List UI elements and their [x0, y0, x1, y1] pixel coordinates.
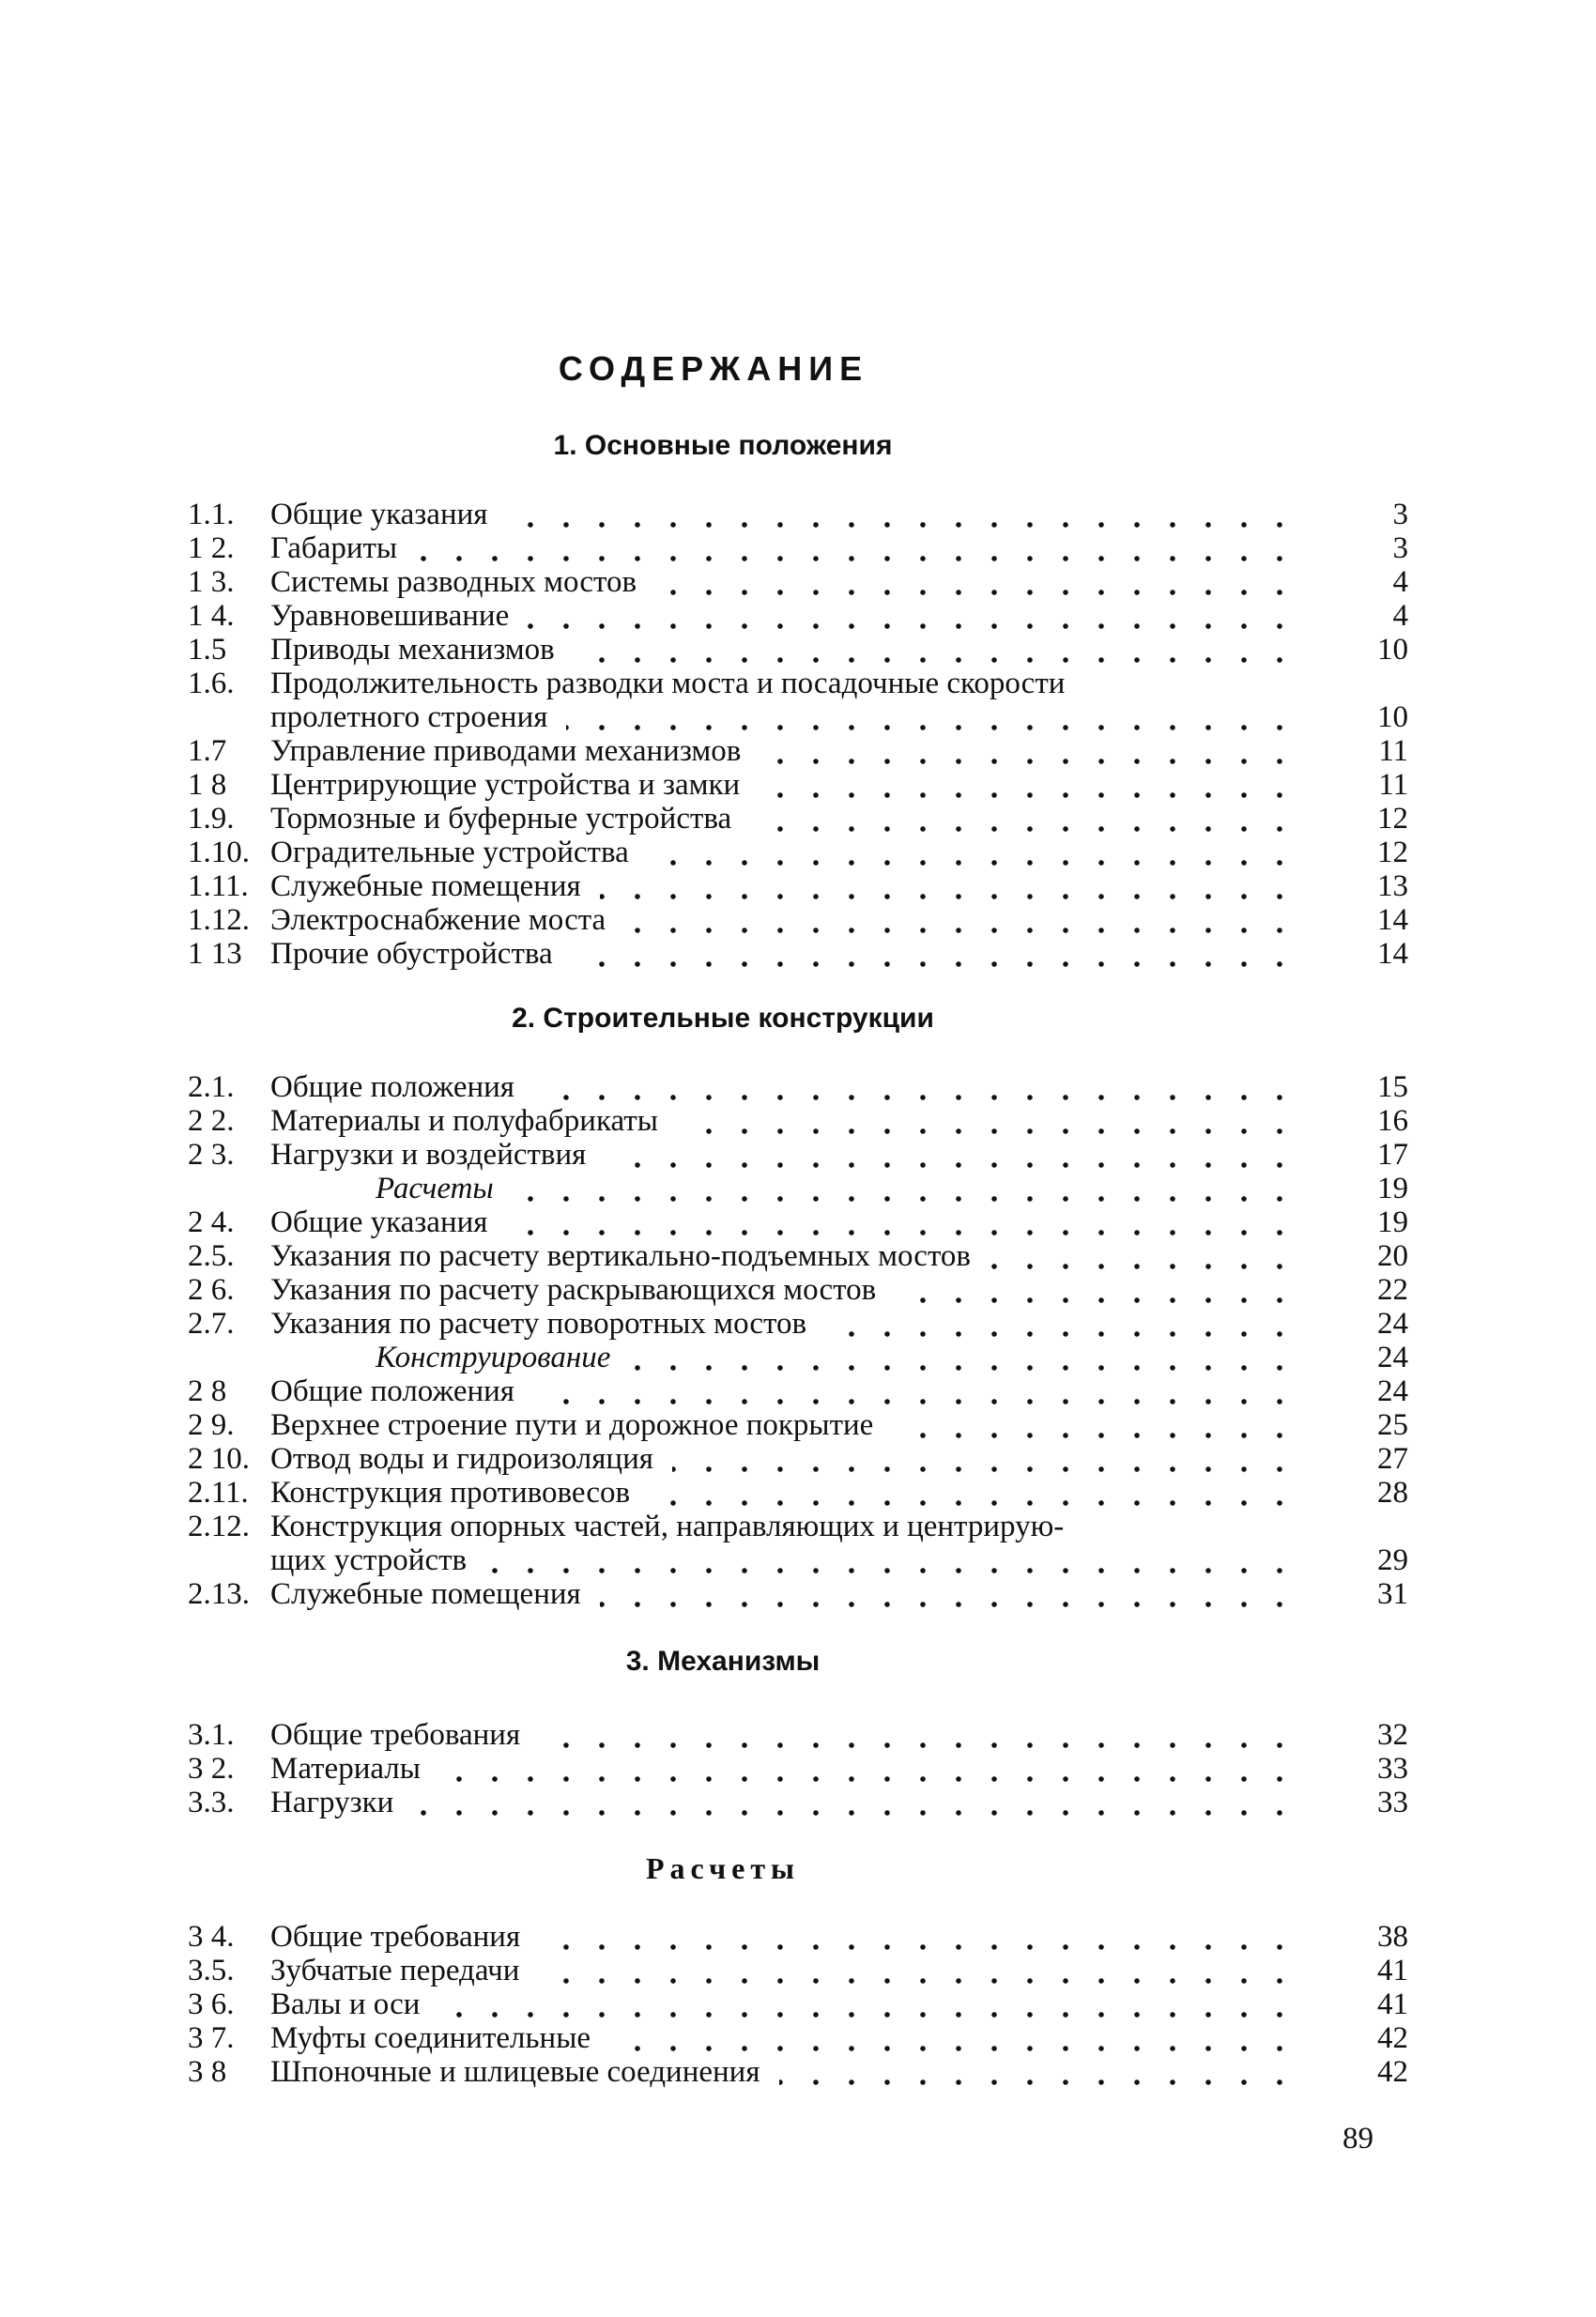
toc-entry [188, 633, 1408, 667]
dot-leader [506, 522, 1297, 528]
toc-entry-page: 12 [1377, 836, 1408, 869]
dot-leader [649, 1500, 1297, 1506]
toc-entry-title: Верхнее строение пути и дорожное покрытие [270, 1408, 874, 1442]
toc-entry-page: 19 [1377, 1172, 1408, 1205]
toc-entry-page: 14 [1377, 903, 1408, 937]
toc-entry-number: 1 8 [188, 768, 227, 802]
toc-entry-title: Тормозные и буферные устройства [270, 802, 732, 836]
toc-entry-page: 41 [1377, 1987, 1408, 2021]
toc-entry [188, 1920, 1408, 1954]
toc-entry-number: 3.1. [188, 1718, 235, 1752]
toc-entry [188, 768, 1408, 802]
toc-entry [188, 836, 1408, 869]
toc-entry-title: Общие положения [270, 1070, 514, 1104]
dot-leader [528, 623, 1297, 629]
toc-entry-page: 3 [1392, 498, 1408, 531]
toc-entry-page: 42 [1377, 2055, 1408, 2089]
dot-leader [779, 2079, 1297, 2085]
toc-entry-page: 4 [1392, 565, 1408, 599]
dot-leader [439, 1776, 1297, 1782]
toc-entry-number: 2 4. [188, 1205, 235, 1239]
section-heading-1: 1. Основные положения [553, 430, 893, 461]
toc-entry-page: 32 [1377, 1718, 1408, 1752]
toc-entry-page: 29 [1377, 1543, 1408, 1577]
toc-entry [188, 937, 1408, 971]
toc-entry-page: 13 [1377, 869, 1408, 903]
page-number: 89 [1343, 2122, 1373, 2156]
toc-entry [188, 1718, 1408, 1752]
toc-entry-title: Уравновешивание [270, 599, 510, 633]
toc-entry-number: 2 3. [188, 1138, 235, 1172]
dot-leader [438, 2012, 1297, 2018]
toc-entry [188, 802, 1408, 836]
toc-entry-number: 3.5. [188, 1954, 235, 1987]
dot-leader [572, 961, 1297, 967]
dot-leader [990, 1264, 1297, 1269]
toc-entry-page: 31 [1377, 1577, 1408, 1611]
dot-leader [895, 1297, 1297, 1303]
dot-leader [655, 590, 1297, 595]
dot-leader [624, 928, 1297, 933]
toc-entry-title: Управление приводами механизмов [270, 734, 742, 768]
toc-entry-number: 1.7 [188, 734, 227, 768]
toc-subheading: Конструирование [376, 1341, 611, 1374]
toc-entry-page: 11 [1378, 734, 1408, 768]
toc-entry-title: Нагрузки [270, 1786, 394, 1819]
toc-entry-title: Указания по расчету поворотных мостов [270, 1307, 807, 1341]
toc-entry [188, 531, 1408, 565]
toc-entry-title: Системы разводных мостов [270, 565, 637, 599]
dot-leader [416, 556, 1297, 561]
toc-entry [188, 1510, 1408, 1577]
toc-entry-number: 2 10. [188, 1442, 250, 1476]
toc-entry-page: 42 [1377, 2021, 1408, 2055]
dot-leader [506, 1230, 1297, 1235]
dot-leader [574, 657, 1297, 663]
toc-entry-title: Валы и оси [270, 1987, 421, 2021]
toc-list-section-3 [188, 1718, 1408, 1819]
toc-entry [188, 1205, 1408, 1239]
section-heading-3: 3. Механизмы [625, 1646, 821, 1677]
toc-entry-number: 2.5. [188, 1239, 235, 1273]
dot-leader [513, 1196, 1297, 1202]
toc-entry-title: Указания по расчету раскрывающихся мостов [270, 1273, 877, 1307]
dot-leader [677, 1128, 1297, 1134]
dot-leader [566, 725, 1297, 730]
page-title: СОДЕРЖАНИЕ [558, 349, 869, 388]
toc-entry-title: Зубчатые передачи [270, 1954, 520, 1987]
toc-list-section-3-calculations [188, 1920, 1408, 2089]
toc-entry-number: 2.11. [188, 1476, 249, 1510]
toc-subheading: Расчеты [376, 1172, 494, 1205]
toc-entry [188, 1138, 1408, 1172]
toc-entry-number: 2 8 [188, 1374, 227, 1408]
toc-entry [188, 1442, 1408, 1476]
toc-entry-number: 2.7. [188, 1307, 235, 1341]
toc-entry-page: 24 [1377, 1374, 1408, 1408]
dot-leader [533, 1095, 1297, 1100]
toc-entry-number: 2 2. [188, 1104, 235, 1138]
toc-entry [188, 1752, 1408, 1786]
toc-entry [188, 1987, 1408, 2021]
toc-entry [188, 1341, 1408, 1374]
section-heading-calculations: Расчеты [645, 1851, 801, 1885]
toc-entry-title: Материалы и полуфабрикаты [270, 1104, 658, 1138]
toc-entry-title: Общие положения [270, 1374, 514, 1408]
toc-entry-title: Общие указания [270, 498, 488, 531]
toc-entry-page: 24 [1377, 1307, 1408, 1341]
toc-entry-number: 1 3. [188, 565, 235, 599]
toc-entry [188, 1273, 1408, 1307]
toc-entry-page: 28 [1377, 1476, 1408, 1510]
toc-list-section-1 [188, 498, 1408, 971]
toc-entry-title: Материалы [270, 1752, 421, 1786]
toc-entry-number: 1.11. [188, 869, 249, 903]
toc-entry-page: 10 [1377, 633, 1408, 667]
toc-entry-number: 1 13 [188, 937, 242, 971]
toc-entry-page: 38 [1377, 1920, 1408, 1954]
toc-entry [188, 667, 1408, 734]
toc-entry-number: 1.6. [188, 667, 235, 700]
toc-entry-number: 3.3. [188, 1786, 235, 1819]
dot-leader [648, 860, 1297, 866]
toc-entry-number: 2.13. [188, 1577, 250, 1611]
toc-entry-page: 33 [1377, 1786, 1408, 1819]
toc-entry-page: 27 [1377, 1442, 1408, 1476]
toc-entry-number: 1.1. [188, 498, 235, 531]
toc-entry [188, 1172, 1408, 1205]
toc-entry-page: 3 [1392, 531, 1408, 565]
toc-entry [188, 1070, 1408, 1104]
dot-leader [760, 759, 1297, 764]
toc-entry-title: Конструкция опорных частей, направляющих и центрирую- щих устройств [270, 1510, 1065, 1577]
toc-entry-page: 11 [1378, 768, 1408, 802]
toc-entry-title: Указания по расчету вертикально-подъемных мостов [270, 1239, 972, 1273]
toc-entry-title: Общие требования [270, 1920, 521, 1954]
toc-entry-page: 22 [1377, 1273, 1408, 1307]
toc-entry-page: 4 [1392, 599, 1408, 633]
toc-entry-number: 2 6. [188, 1273, 235, 1307]
toc-entry [188, 1307, 1408, 1341]
toc-entry [188, 1577, 1408, 1611]
toc-entry [188, 565, 1408, 599]
toc-entry-page: 25 [1377, 1408, 1408, 1442]
toc-entry-number: 1 2. [188, 531, 235, 565]
toc-entry-number: 1.10. [188, 836, 250, 869]
toc-entry-number: 1 4. [188, 599, 235, 633]
toc-entry [188, 1476, 1408, 1510]
toc-entry [188, 599, 1408, 633]
toc-entry-page: 10 [1377, 700, 1408, 734]
toc-entry [188, 869, 1408, 903]
toc-entry-page: 41 [1377, 1954, 1408, 1987]
toc-entry-page: 12 [1377, 802, 1408, 836]
toc-entry-page: 20 [1377, 1239, 1408, 1273]
dot-leader [412, 1810, 1297, 1816]
dot-leader [750, 826, 1297, 832]
toc-entry [188, 2021, 1408, 2055]
toc-entry-page: 19 [1377, 1205, 1408, 1239]
section-heading-2: 2. Строительные конструкции [512, 1003, 934, 1034]
toc-entry-page: 14 [1377, 937, 1408, 971]
toc-list-section-2 [188, 1070, 1408, 1611]
toc-entry-title: Оградительные устройства [270, 836, 629, 869]
dot-leader [539, 1742, 1297, 1748]
toc-entry-title: Отвод воды и гидроизоляция [270, 1442, 653, 1476]
dot-leader [485, 1568, 1297, 1573]
toc-entry-number: 1.5 [188, 633, 227, 667]
toc-entry-title: Приводы механизмов [270, 633, 555, 667]
dot-leader [600, 894, 1297, 899]
toc-entry-page: 17 [1377, 1138, 1408, 1172]
dot-leader [609, 2046, 1297, 2051]
toc-entry [188, 498, 1408, 531]
dot-leader [600, 1602, 1297, 1607]
dot-leader [759, 792, 1297, 798]
toc-entry-title: Нагрузки и воздействия [270, 1138, 587, 1172]
toc-entry [188, 1408, 1408, 1442]
dot-leader [672, 1466, 1297, 1472]
dot-leader [629, 1365, 1297, 1371]
toc-entry-number: 3 8 [188, 2055, 227, 2089]
toc-entry [188, 903, 1408, 937]
toc-entry-title: Служебные помещения [270, 1577, 581, 1611]
toc-entry [188, 1239, 1408, 1273]
dot-leader [605, 1162, 1297, 1168]
toc-entry-number: 1.12. [188, 903, 250, 937]
toc-entry-title: Продолжительность разводки моста и посадочные скорости пролетного строения [270, 667, 1066, 734]
toc-entry-title: Конструкция противовесов [270, 1476, 631, 1510]
toc-entry-number: 3 7. [188, 2021, 235, 2055]
toc-entry-title: Электроснабжение моста [270, 903, 606, 937]
toc-entry-page: 24 [1377, 1341, 1408, 1374]
toc-entry-number: 3 2. [188, 1752, 235, 1786]
dot-leader [533, 1399, 1297, 1404]
toc-entry-title: Шпоночные и шлицевые соединения [270, 2055, 760, 2089]
toc-entry-number: 3 4. [188, 1920, 235, 1954]
toc-entry-title: Центрирующие устройства и замки [270, 768, 741, 802]
dot-leader [892, 1433, 1297, 1438]
toc-entry-title: Прочие обустройства [270, 937, 553, 971]
toc-entry-title: Общие требования [270, 1718, 521, 1752]
toc-entry [188, 1104, 1408, 1138]
dot-leader [825, 1331, 1297, 1337]
toc-entry [188, 1374, 1408, 1408]
toc-entry-title: Габариты [270, 531, 398, 565]
toc-entry-number: 2 9. [188, 1408, 235, 1442]
toc-entry-number: 2.1. [188, 1070, 235, 1104]
toc-entry [188, 1786, 1408, 1819]
toc-entry-title: Служебные помещения [270, 869, 581, 903]
toc-entry-page: 33 [1377, 1752, 1408, 1786]
toc-entry-title: Муфты соединительные [270, 2021, 591, 2055]
toc-entry-number: 2.12. [188, 1510, 250, 1543]
toc-entry-title: Общие указания [270, 1205, 488, 1239]
toc-entry-page: 15 [1377, 1070, 1408, 1104]
dot-leader [539, 1944, 1297, 1950]
toc-entry [188, 2055, 1408, 2089]
toc-entry-page: 16 [1377, 1104, 1408, 1138]
toc-entry [188, 734, 1408, 768]
dot-leader [538, 1978, 1297, 1984]
toc-entry [188, 1954, 1408, 1987]
toc-entry-number: 3 6. [188, 1987, 235, 2021]
toc-entry-number: 1.9. [188, 802, 235, 836]
